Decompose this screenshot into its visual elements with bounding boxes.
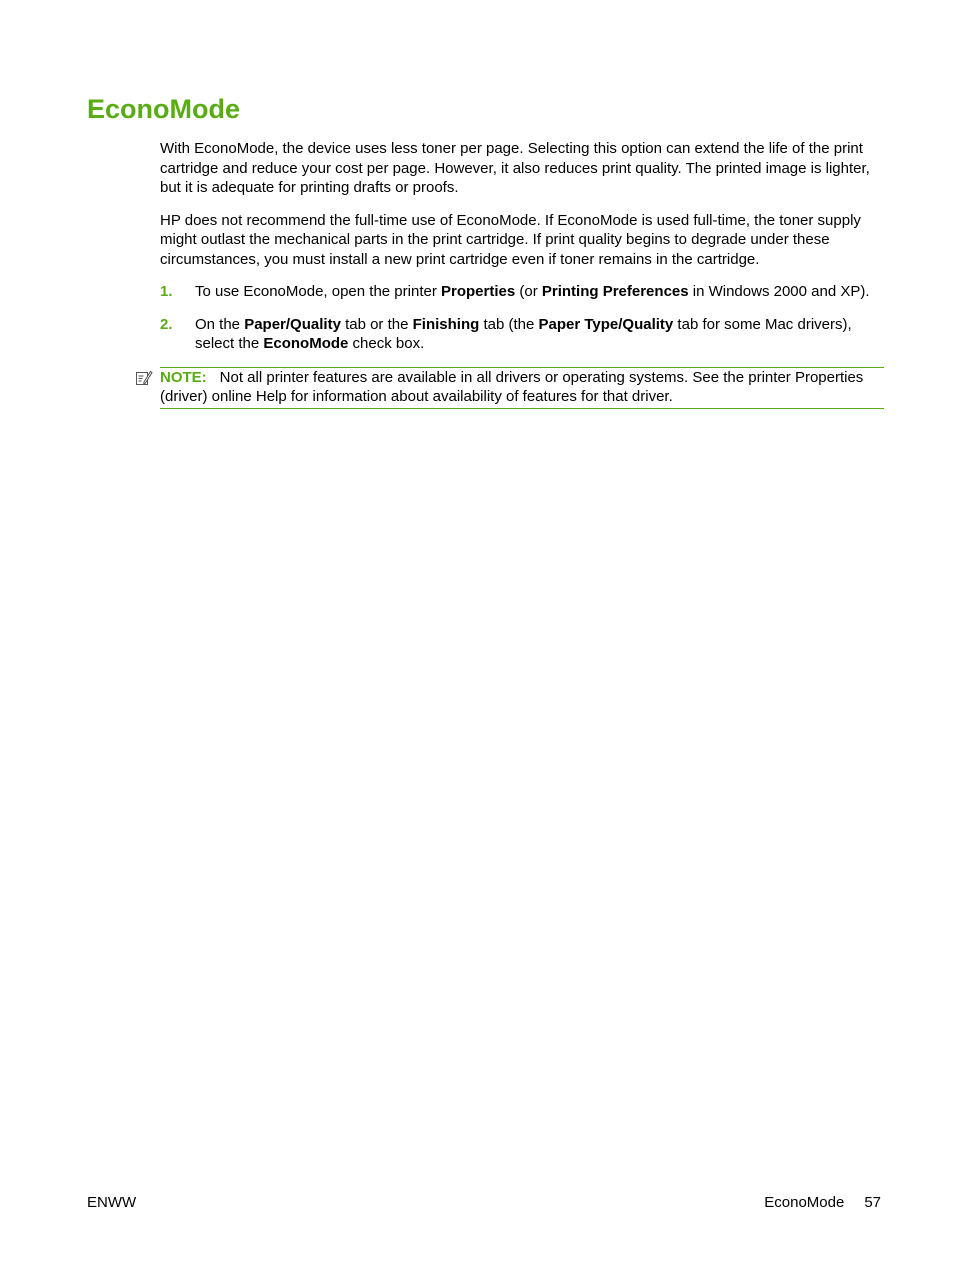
ui-term: Printing Preferences [541, 283, 689, 300]
ui-term: Finishing [412, 315, 480, 333]
recommendation-paragraph: HP does not recommend the full-time use of EconoMode. If EconoMode is used full-time, the toner supply might outlast the mechanical parts in the print cartridge. If print quality begins to degrade under these circumstances, you must install a new print cartridge even if toner remains in the cartridge. [160, 211, 861, 268]
steps-list [160, 282, 884, 354]
step-text: tab (the [479, 315, 539, 333]
list-item [160, 282, 884, 302]
note-box [160, 367, 884, 409]
note-label: NOTE: [160, 368, 207, 386]
step-text: To use EconoMode, open the printer [195, 283, 441, 300]
step-text: tab for some Mac drivers), select the [195, 315, 852, 352]
step-text: On the [195, 315, 245, 333]
footer-section-title: EconoMode [764, 1194, 845, 1211]
main-content [160, 139, 884, 409]
step-text: in Windows 2000 and XP). [688, 283, 870, 300]
ui-term: Properties [441, 283, 516, 300]
page-number: 57 [864, 1194, 881, 1211]
footer-left: ENWW [87, 1194, 137, 1211]
note-pencil-icon [135, 369, 153, 387]
ui-term: EconoMode [263, 335, 349, 352]
note-text: Not all printer features are available in all drivers or operating systems. See the printer Properties (driver) online Help for information about availability of features for that driver. [160, 368, 864, 405]
step-text: tab or the [340, 315, 413, 333]
page-title: EconoMode [87, 94, 240, 124]
step-number: 1. [160, 283, 173, 300]
step-number: 2. [160, 315, 173, 333]
step-text: check box. [348, 335, 425, 352]
intro-paragraph: With EconoMode, the device uses less toner per page. Selecting this option can extend the life of the print cartridge and reduce your cost per page. However, it also reduces print quality. The printed image is lighter, but it is adequate for printing drafts or proofs. [160, 140, 870, 196]
list-item [160, 315, 884, 354]
ui-term: Paper/Quality [244, 315, 341, 333]
step-text: (or [515, 283, 542, 300]
footer-right [764, 1193, 881, 1212]
ui-term: Paper Type/Quality [538, 315, 674, 333]
